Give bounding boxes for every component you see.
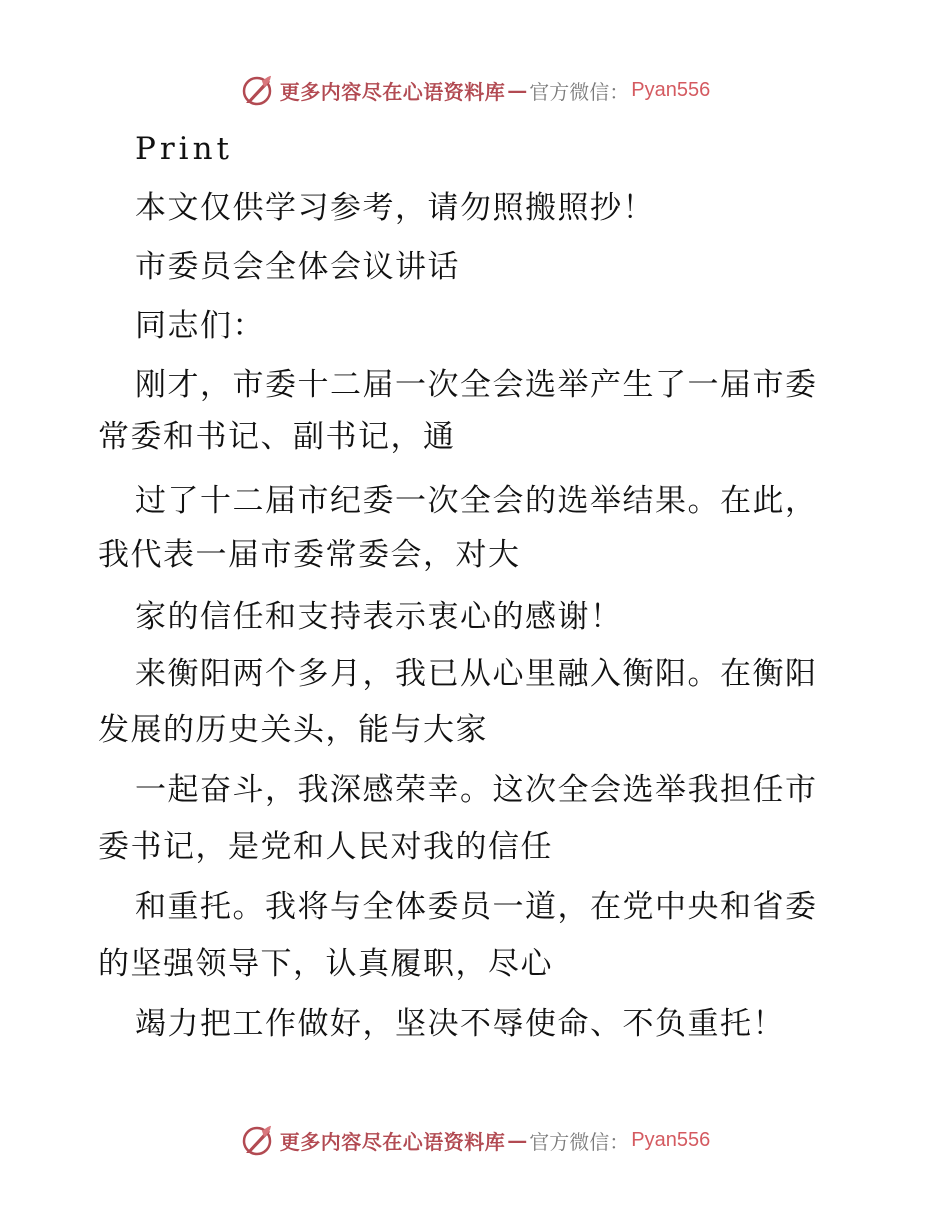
doc-line: 来衡阳两个多月，我已从心里融入衡阳。在衡阳 — [135, 656, 818, 692]
watermark-main-text: 更多内容尽在心语资料库 — [279, 79, 506, 104]
doc-line-title: 市委员会全体会议讲话 — [135, 249, 460, 285]
doc-line-salutation: 同志们： — [135, 308, 265, 344]
quill-logo-icon — [240, 1123, 274, 1157]
watermark-dash: — — [507, 1128, 528, 1152]
doc-line: 发展的历史关头，能与大家 — [98, 712, 488, 748]
doc-line: 常委和书记、副书记，通 — [98, 419, 456, 455]
watermark-sub-text: 官方微信： — [529, 79, 630, 104]
watermark-sub-text: 官方微信： — [529, 1129, 630, 1154]
watermark-dash: — — [507, 78, 528, 102]
doc-line: 刚才，市委十二届一次全会选举产生了一届市委 — [135, 367, 818, 403]
doc-line: 一起奋斗，我深感荣幸。这次全会选举我担任市 — [135, 772, 818, 808]
watermark-header — [0, 70, 950, 110]
doc-line: 我代表一届市委常委会，对大 — [98, 537, 521, 573]
doc-line-print: Print — [135, 131, 234, 167]
doc-line: 委书记，是党和人民对我的信任 — [98, 829, 553, 865]
watermark-wechat-id: Pyan556 — [631, 78, 711, 101]
doc-line: 和重托。我将与全体委员一道，在党中央和省委 — [135, 889, 818, 925]
watermark-main-text: 更多内容尽在心语资料库 — [279, 1129, 506, 1154]
doc-line: 竭力把工作做好，坚决不辱使命、不负重托！ — [135, 1006, 785, 1042]
doc-line: 的坚强领导下，认真履职，尽心 — [98, 946, 553, 982]
watermark-wechat-id: Pyan556 — [631, 1128, 711, 1151]
watermark-footer — [0, 1120, 950, 1160]
doc-line: 家的信任和支持表示衷心的感谢！ — [135, 599, 623, 635]
doc-line-disclaimer: 本文仅供学习参考，请勿照搬照抄！ — [135, 190, 655, 226]
doc-line: 过了十二届市纪委一次全会的选举结果。在此， — [135, 483, 818, 519]
quill-logo-icon — [240, 73, 274, 107]
